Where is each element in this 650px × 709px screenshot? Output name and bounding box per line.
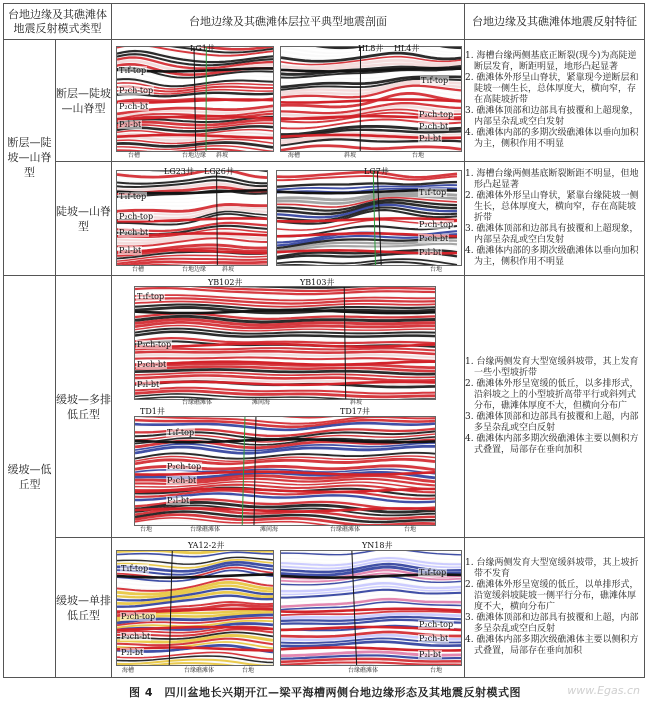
well-label: TD1井 (140, 407, 165, 416)
feature-desc-2 (465, 162, 645, 276)
well-label: LG1井 (190, 44, 215, 53)
feature-item: 4. 礁滩体内部的多期次级礁滩体以垂向加积为主，侧积作用不明显 (465, 246, 639, 267)
horizon-label: T₁f-top (167, 428, 195, 437)
zone-label: 台地 (430, 266, 443, 273)
zone-label: 滩间海 (252, 399, 271, 406)
horizon-label: P₂ch-top (167, 462, 202, 471)
horizon-label: P₂ch-bt (419, 234, 449, 243)
watermark: www.Egas.cn (567, 684, 640, 697)
seismic-panel-lg1 (116, 46, 274, 152)
horizon-label: P₂ch-top (419, 110, 454, 119)
well-label: TD17井 (340, 407, 370, 416)
zone-label: 台槽 (128, 152, 141, 159)
feature-desc-4 (465, 538, 645, 678)
seismic-image (117, 47, 273, 151)
feature-item: 4. 礁滩体内部多期次级礁滩体主要以侧积方式叠置，局部存在垂向加积 (465, 635, 639, 656)
zone-label: 台地 (140, 526, 153, 533)
well-label: YB102井 (208, 278, 243, 287)
horizon-label: P₂ch-bt (119, 102, 149, 111)
horizon-label: T₁f-top (119, 192, 147, 201)
seismic-image (135, 287, 435, 399)
feature-desc-3 (465, 276, 645, 538)
zone-label: 台槽 (132, 266, 145, 273)
zone-label: 斜坡 (222, 266, 235, 273)
subtype-fault-steep-ridge: 断层—陡坡—山脊型 (56, 40, 112, 162)
header-profile: 台地边缘及其礁滩体层拉平典型地震剖面 (112, 4, 465, 40)
horizon-label: P₂ch-top (137, 340, 172, 349)
group-gentle-mound: 缓坡—低丘型 (4, 276, 56, 678)
horizon-label: P₂l-bt (167, 496, 190, 505)
horizon-label: T₁f-top (421, 76, 449, 85)
horizon-label: P₂ch-top (121, 612, 156, 621)
zone-label: 斜坡 (216, 152, 229, 159)
well-label: YA12-2井 (188, 541, 225, 550)
zone-label: 台地 (404, 526, 417, 533)
feature-item: 3. 礁滩体顶部和边部具有披覆和上超现象，内部呈杂乱或空白发射 (465, 106, 639, 127)
horizon-label: P₂l-bt (419, 248, 442, 257)
feature-item: 1. 台缘两侧发育大型宽缓斜坡带，其上坡折带不发育 (465, 558, 639, 579)
horizon-label: P₂ch-top (119, 212, 154, 221)
feature-item: 4. 礁滩体内部的多期次级礁滩体以垂向加积为主，侧积作用不明显 (465, 128, 639, 149)
zone-label: 台缘礁滩体 (184, 667, 215, 674)
horizon-label: P₂l-bt (419, 650, 442, 659)
horizon-label: P₂l-bt (119, 120, 142, 129)
horizon-label: P₂ch-bt (119, 228, 149, 237)
feature-item: 2. 礁滩体外形呈宽缓的低丘，以单排形式，沿宽缓斜坡陡坡一侧平行分布，礁滩体厚度不大，横向分布广 (465, 580, 639, 612)
horizon-label: P₂ch-bt (137, 360, 167, 369)
profile-cell-2 (112, 162, 465, 276)
zone-label: 台缘礁滩体 (330, 526, 361, 533)
subtype-gentle-single-mound: 缓坡—单排低丘型 (56, 538, 112, 678)
horizon-label: P₂ch-bt (419, 122, 449, 131)
zone-label: 斜坡 (344, 152, 357, 159)
horizon-label: P₂l-bt (419, 134, 442, 143)
header-feature: 台地边缘及其礁滩体地震反射特征 (465, 4, 645, 40)
horizon-label: P₂ch-bt (419, 634, 449, 643)
profile-cell-4 (112, 538, 465, 678)
horizon-label: P₂ch-top (419, 620, 454, 629)
profile-cell-1 (112, 40, 465, 162)
feature-item: 1. 海槽台缘两侧基底断裂断距不明显，但地形凸起显著 (465, 169, 639, 190)
zone-label: 台地边缘 (182, 152, 207, 159)
seismic-panel-yb102-yb103 (134, 286, 436, 400)
figure-caption: 图 4 四川盆地长兴期开江—梁平海槽两侧台地边缘形态及其地震反射模式图 (129, 686, 521, 699)
feature-item: 3. 礁滩体顶部和边部具有披覆和上超，内部多呈杂乱或空白反射 (465, 613, 639, 634)
feature-item: 3. 礁滩体顶部和边部具有披覆和上超现象，内部呈杂乱或空白发射 (465, 224, 639, 245)
horizon-label: P₂l-bt (137, 380, 160, 389)
well-label: LG26井 (204, 167, 234, 176)
horizon-label: T₁f-top (137, 292, 165, 301)
horizon-label: P₂ch-top (419, 220, 454, 229)
feature-item: 2. 礁滩体外形呈山脊状，紧靠台缘陡坡一侧生长，总体厚度大，横向窄，存在高陡坡折带 (465, 191, 639, 223)
subtype-gentle-multi-mound: 缓坡—多排低丘型 (56, 276, 112, 538)
well-label: HL8井 (358, 44, 384, 53)
zone-label: 斜坡 (350, 399, 363, 406)
well-label: YN18井 (362, 541, 393, 550)
feature-desc-1 (465, 40, 645, 162)
zone-label: 台缘礁滩体 (348, 667, 379, 674)
well-label: LG7井 (364, 167, 389, 176)
feature-item: 1. 台缘两侧发育大型宽缓斜坡带，其上发育一些小型坡折带 (465, 357, 639, 378)
zone-label: 台缘礁滩体 (182, 399, 213, 406)
zone-label: 台地 (412, 152, 425, 159)
feature-item: 3. 礁滩体顶部和边部具有披覆和上超，内部多呈杂乱或空白反射 (465, 412, 639, 433)
horizon-label: P₂ch-bt (121, 632, 151, 641)
horizon-label: T₁f-top (419, 568, 447, 577)
well-label: LG23井 (164, 167, 194, 176)
horizon-label: T₁f-top (419, 188, 447, 197)
horizon-label: T₁f-top (119, 66, 147, 75)
feature-item: 2. 礁滩体外形呈宽缓的低丘，以多排形式，沿斜坡之上的小型坡折高带平行或斜列式分布，礁滩体厚度不大，但横向分布广 (465, 379, 639, 411)
horizon-label: T₁f-top (121, 564, 149, 573)
feature-item: 1. 海槽台缘两侧基底正断裂(现今)为高陡逆断层发育，断距明显，地形凸起显著 (465, 51, 637, 72)
zone-label: 滩间海 (260, 526, 279, 533)
horizon-label: P₂l-bt (121, 648, 144, 657)
horizon-label: P₂ch-bt (167, 476, 197, 485)
zone-label: 台地 (430, 667, 443, 674)
well-label: YB103井 (300, 278, 335, 287)
seismic-pattern-table (3, 3, 645, 678)
zone-label: 台地边缘 (182, 266, 207, 273)
zone-label: 海槽 (288, 152, 301, 159)
feature-item: 2. 礁滩体外形呈山脊状，紧靠现今逆断层和陡坡一侧生长，总体厚度大，横向窄，存在高陡坡折带 (465, 73, 639, 105)
subtype-steep-ridge: 陡坡—山脊型 (56, 162, 112, 276)
well-label: HL4井 (394, 44, 420, 53)
group-fault-steep: 断层—陡坡—山脊型 (4, 40, 56, 276)
horizon-label: P₂l-bt (119, 246, 142, 255)
profile-cell-3 (112, 276, 465, 538)
zone-label: 台地 (242, 667, 255, 674)
zone-label: 台缘礁滩体 (190, 526, 221, 533)
zone-label: 海槽 (122, 667, 135, 674)
horizon-label: P₂ch-top (119, 86, 154, 95)
header-type: 台地边缘及其礁滩体地震反射模式类型 (4, 4, 112, 40)
feature-item: 4. 礁滩体内部多期次级礁滩体主要以侧积方式叠置，局部存在垂向加积 (465, 434, 639, 455)
